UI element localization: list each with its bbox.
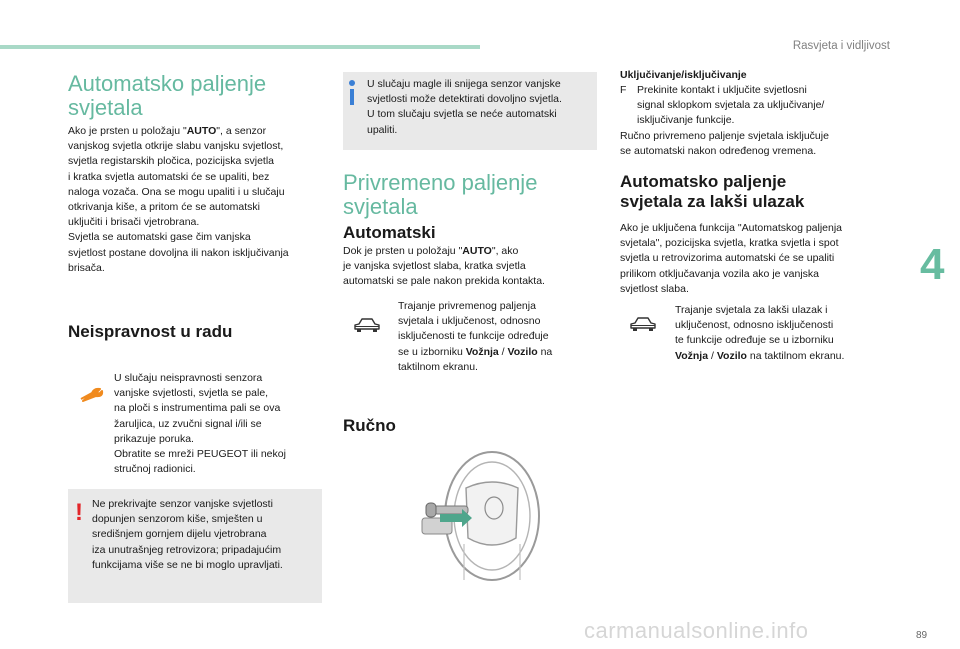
para-line: otkrivanja kiše, a pritom će se automatski — [68, 201, 260, 214]
car-icon — [352, 315, 382, 335]
note-line: uključenost, odnosno isključenosti — [675, 319, 834, 332]
para-line: i kratka svjetla automatski će se upaliti, bez — [68, 170, 270, 183]
info-line: svjetlosti može detektirati dovoljno svjetla. — [367, 93, 562, 106]
para-line: naloga vozača. Ona se mogu upaliti i u slučaju — [68, 185, 285, 198]
page-number: 89 — [916, 630, 928, 641]
note-line: Trajanje svjetala za lakši ulazak i — [675, 304, 828, 316]
bullet-line: isključivanje funkcije. — [637, 114, 735, 127]
welcome-lighting-paragraph — [620, 221, 890, 297]
title-line: svjetala za lakši ulazak — [620, 192, 805, 212]
malfunction-line: Obratite se mreži PEUGEOT ili nekoj — [114, 448, 286, 461]
after-line: se automatski nakon određenog vremena. — [620, 145, 817, 158]
bullet-line: Prekinite kontakt i uključite svjetlosni — [637, 84, 807, 96]
para-line: uključiti i brisači vjetrobrana. — [68, 216, 200, 229]
watermark: carmanualsonline.info — [584, 618, 809, 643]
warning-line: iza unutrašnjeg retrovizora; pripadajućim — [92, 543, 282, 556]
steering-wheel-illustration — [404, 448, 544, 588]
chapter-number: 4 — [920, 240, 945, 289]
info-line: U slučaju magle ili snijega senzor vanjske — [367, 78, 561, 90]
temporary-duration-note — [398, 299, 593, 375]
chapter-title: Rasvjeta i vidljivost — [792, 40, 890, 52]
header-bar — [0, 45, 480, 49]
info-text — [367, 77, 595, 138]
section-title-welcome-lighting — [620, 172, 804, 213]
note-line: svjetala i uključenost, odnosno — [398, 315, 541, 328]
para-line: vanjskog svjetla otkrije slabu vanjsku svjetlost, — [68, 140, 284, 153]
malfunction-line: prikazuje poruka. — [114, 432, 194, 445]
warning-line: Ne prekrivajte senzor vanjske svjetlosti — [92, 498, 273, 510]
note-line: te funkcije određuje se u izborniku — [675, 334, 834, 347]
para-line: svjetala", pozicijska svjetla, kratka svjetla i spot — [620, 237, 839, 250]
manual-off-text — [620, 129, 890, 159]
title-line: Automatsko paljenje — [620, 172, 787, 191]
auto-line: Dok je prsten u položaju "AUTO", ako — [343, 245, 519, 257]
para-line: svjetlost postane dovoljna ili nakon isključivanja — [68, 246, 289, 259]
info-icon — [350, 89, 354, 105]
malfunction-line: na ploči s instrumentima pali se ova — [114, 402, 281, 415]
malfunction-line: vanjske svjetlosti, svjetla se pale, — [114, 387, 269, 400]
note-line: isključenosti te funkcije određuje — [398, 330, 549, 343]
warning-line: središnjem gornjem dijelu vjetrobrana — [92, 528, 267, 541]
note-line: se u izborniku Vožnja / Vozilo na — [398, 345, 553, 358]
toggle-subtitle: Uključivanje/isključivanje — [620, 69, 747, 81]
malfunction-title: Neispravnost u radu — [68, 322, 233, 341]
bullet-line: signal sklopkom svjetala za uključivanje/ — [637, 99, 825, 112]
section-title-auto-lighting — [68, 72, 266, 120]
automatic-title: Automatski — [343, 223, 436, 242]
wrench-icon — [78, 386, 104, 402]
bullet-icon: F — [620, 84, 627, 96]
para-line: svjetla u retrovizorima automatski će se upaliti — [620, 252, 835, 265]
malfunction-line: stručnoj radionici. — [114, 463, 196, 476]
malfunction-line: U slučaju neispravnosti senzora — [114, 372, 263, 384]
para-line: svjetla registarskih pločica, pozicijska svjetla — [68, 155, 274, 168]
para-line: brisača. — [68, 261, 105, 274]
warning-text — [92, 497, 318, 573]
title-line: svjetala — [343, 193, 418, 219]
para-line: Ako je prsten u položaju "AUTO", a senzor — [68, 125, 267, 137]
after-line: Ručno privremeno paljenje svjetala isključuje — [620, 130, 829, 142]
info-line: U tom slučaju svjetla se neće automatski — [367, 108, 557, 121]
title-line: Privremeno paljenje — [343, 170, 538, 195]
car-icon — [628, 314, 658, 334]
section-title-temporary-lighting — [343, 171, 537, 219]
para-line: svjetlost slaba. — [620, 282, 689, 295]
auto-line: automatski se pale nakon prekida kontakta. — [343, 275, 545, 288]
welcome-duration-note — [675, 303, 890, 364]
auto-line: je vanjska svjetlost slaba, kratka svjetla — [343, 260, 526, 273]
warning-line: dopunjen senzorom kiše, smješten u — [92, 513, 263, 526]
para-line: prilikom otključavanja vozila ako je vanjska — [620, 267, 820, 280]
toggle-instructions — [637, 83, 887, 129]
auto-lighting-paragraph — [68, 124, 338, 276]
para-line: Ako je uključena funkcija "Automatskog paljenja — [620, 222, 843, 234]
note-line: Trajanje privremenog paljenja — [398, 300, 536, 312]
warning-line: funkcijama više se ne bi moglo upravljati. — [92, 558, 283, 571]
malfunction-text — [114, 371, 324, 477]
malfunction-line: žaruljica, uz zvučni signal i/ili se — [114, 417, 262, 430]
title-line: Automatsko paljenje — [68, 71, 267, 96]
para-line: Svjetla se automatski gase čim vanjska — [68, 231, 251, 244]
info-icon-dot — [349, 80, 355, 86]
automatic-text — [343, 244, 593, 290]
manual-title: Ručno — [343, 416, 396, 435]
info-line: upaliti. — [367, 123, 398, 136]
note-line: Vožnja / Vozilo na taktilnom ekranu. — [675, 349, 845, 362]
warning-icon: ! — [75, 499, 83, 526]
title-line: svjetala — [68, 94, 143, 120]
note-line: taktilnom ekranu. — [398, 360, 478, 373]
